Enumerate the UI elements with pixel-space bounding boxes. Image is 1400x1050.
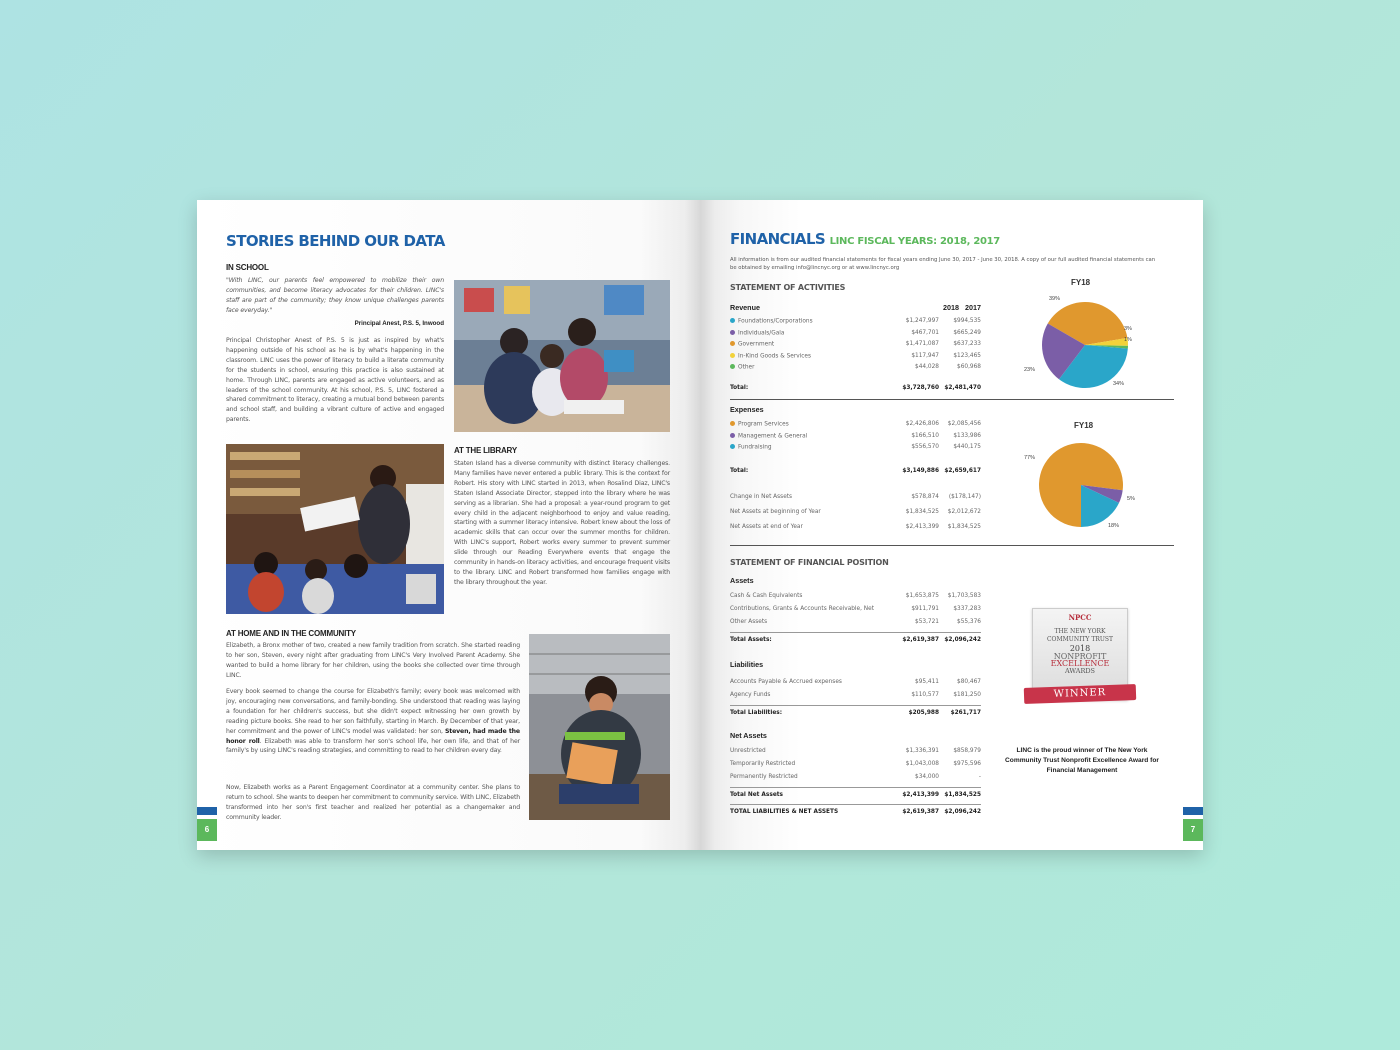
value-2017: $2,481,470 bbox=[944, 385, 981, 391]
value-2017: $2,096,242 bbox=[944, 637, 981, 643]
expenses-pie-chart bbox=[1037, 441, 1125, 529]
row-label: Total Net Assets bbox=[730, 792, 783, 798]
row-label: Program Services bbox=[730, 421, 789, 428]
legend-dot-icon bbox=[730, 341, 735, 346]
value-2017: $181,250 bbox=[953, 691, 981, 698]
value-2017: $60,968 bbox=[957, 364, 981, 371]
divider bbox=[730, 399, 1174, 400]
value-2018: $110,577 bbox=[911, 691, 939, 698]
expenses-label: Expenses bbox=[730, 405, 764, 414]
brochure-spread bbox=[197, 200, 1203, 850]
npcc-logo: NPCC bbox=[1068, 613, 1092, 622]
row-label: Contributions, Grants & Accounts Receivable, Net bbox=[730, 605, 874, 612]
value-2018: $95,411 bbox=[915, 679, 939, 685]
library-body: Staten Island has a diverse community with distinct literacy challenges. Many families have never entered a public library. This is the context for Robert. His story with LINC started in 2013, when Rosalind Diaz, LINC's Staten Island Associate Director, stepped into the library where he was serving as a librarian. She had a proposal: a year-round program to get every child in the adjacent neighborhood to enjoy and value reading, starting with a summer literacy intensive. Robert knew about the loss of academic skills that can occur over the summer months for children. With LINC's support, Robert works every summer to prevent summer slide through our Reading Everywhere events that engage the community in hands-on literacy activities, and encourage frequent visits to the library. LINC and Robert transformed how families engage with the library throughout the year. bbox=[454, 460, 670, 586]
value-2017: $637,233 bbox=[953, 341, 981, 348]
row-label: Change in Net Assets bbox=[730, 494, 793, 500]
row-label: Individuals/Gala bbox=[730, 330, 784, 337]
legend-dot-icon bbox=[730, 421, 735, 426]
value-2018: $2,619,387 bbox=[902, 637, 939, 643]
position-heading: STATEMENT OF FINANCIAL POSITION bbox=[730, 558, 889, 567]
value-2018: $556,570 bbox=[911, 444, 939, 451]
row-label: Unrestricted bbox=[730, 748, 766, 754]
community-paragraph-2-end: . Elizabeth was able to transform her son's school life, her own life, and that of her family's by using LINC's reading strategies, and committing to read to her children every day. bbox=[226, 737, 520, 755]
assets-total-row bbox=[730, 637, 981, 645]
legend-dot-icon bbox=[730, 353, 735, 358]
value-2018: $2,426,806 bbox=[905, 421, 939, 427]
page-number-right: 7 bbox=[1183, 819, 1203, 841]
value-2018: $2,619,387 bbox=[902, 809, 939, 815]
row-label: Fundraising bbox=[730, 444, 772, 451]
value-2018: $578,874 bbox=[911, 494, 939, 500]
value-2017: - bbox=[978, 773, 981, 780]
value-2017: $858,979 bbox=[953, 748, 981, 754]
classroom-photo bbox=[454, 280, 670, 432]
pie2-label-orange: 77% bbox=[1024, 455, 1036, 461]
row-label: Foundations/Corporations bbox=[730, 318, 813, 325]
award-line-2: COMMUNITY TRUST bbox=[1046, 635, 1114, 643]
value-2018: $44,028 bbox=[915, 364, 939, 371]
value-2018: $1,247,997 bbox=[905, 318, 939, 324]
total-divider bbox=[730, 787, 981, 788]
value-2018: $911,791 bbox=[911, 605, 939, 612]
revenue-row bbox=[730, 330, 981, 338]
row-label: Temporarily Restricted bbox=[730, 760, 796, 767]
value-2017: $261,717 bbox=[950, 710, 981, 716]
revenue-row bbox=[730, 318, 981, 326]
grand-total-row bbox=[730, 809, 981, 817]
financials-note: All information is from our audited financial statements for fiscal years ending June 30, 2017 - June 30, 2018. A copy of our full audited financial statements can be obtained by emailing info@lincnyc.org or at www.lincnyc.org bbox=[730, 257, 1156, 271]
right-page bbox=[700, 200, 1203, 850]
total-divider bbox=[730, 705, 981, 706]
expense-row bbox=[730, 421, 981, 429]
library-photo bbox=[226, 444, 444, 614]
page-marker-bar bbox=[197, 807, 217, 815]
financials-subtitle: LINC FISCAL YEARS: 2018, 2017 bbox=[829, 236, 1000, 247]
value-2018: $166,510 bbox=[911, 432, 939, 439]
value-2017: $1,703,583 bbox=[947, 593, 981, 599]
asset-row bbox=[730, 619, 981, 627]
pie1-label-blue: 34% bbox=[1113, 381, 1125, 387]
expense-total-row bbox=[730, 468, 981, 476]
award-line-4: EXCELLENCE bbox=[1050, 659, 1110, 668]
revenue-pie-chart bbox=[1040, 300, 1130, 390]
library-heading: AT THE LIBRARY bbox=[454, 446, 517, 455]
col-2017: 2017 bbox=[965, 303, 981, 312]
row-label: Total Liabilities: bbox=[730, 710, 783, 716]
honor-roll-highlight: Steven, had made the honor roll bbox=[226, 727, 520, 745]
net-assets-row bbox=[730, 509, 981, 517]
winner-ribbon: WINNER bbox=[1024, 684, 1136, 704]
boy-reading-photo bbox=[529, 634, 670, 820]
left-page bbox=[197, 200, 700, 850]
value-2018: $205,988 bbox=[908, 710, 939, 716]
value-2018: $1,336,391 bbox=[905, 748, 939, 754]
value-2017: $2,085,456 bbox=[947, 421, 981, 427]
value-2017: $80,467 bbox=[957, 679, 981, 685]
net-assets-total-row bbox=[730, 792, 981, 800]
value-2017: $440,175 bbox=[953, 444, 981, 451]
community-paragraph-2 bbox=[226, 687, 520, 756]
financials-header bbox=[730, 230, 1000, 249]
value-2018: $3,149,886 bbox=[902, 468, 939, 474]
value-2017: $55,376 bbox=[957, 618, 981, 625]
row-label: Net Assets at beginning of Year bbox=[730, 509, 821, 515]
pie1-label-orange: 39% bbox=[1049, 296, 1061, 302]
value-2017: $2,659,617 bbox=[944, 468, 981, 474]
net-assets-row bbox=[730, 524, 981, 532]
revenue-row bbox=[730, 341, 981, 349]
award-text-block bbox=[1033, 628, 1127, 675]
financials-title: FINANCIALS bbox=[730, 230, 826, 248]
legend-dot-icon bbox=[730, 364, 735, 369]
liability-row bbox=[730, 679, 981, 687]
value-2017: $975,596 bbox=[953, 760, 981, 767]
revenue-row bbox=[730, 353, 981, 361]
pie2-label-blue: 18% bbox=[1108, 523, 1120, 529]
pie1-label-purple: 23% bbox=[1024, 367, 1036, 373]
row-label: In-Kind Goods & Services bbox=[730, 353, 811, 360]
value-2018: $1,043,008 bbox=[905, 760, 939, 767]
asset-row bbox=[730, 606, 981, 614]
community-paragraph-2-start: Every book seemed to change the course for Elizabeth's family; every book was welcomed with joy, encouraging new conversations, and family-bonding. She understood that reading was laying a foundation for her children's success, but she didn't expect witnessing her own growth by reading picture books. She read to her son faithfully, starting in March. By December of that year, her commitment and the power of LINC's model was validated: her son, bbox=[226, 688, 520, 735]
chart-2-title: FY18 bbox=[1074, 421, 1094, 430]
expense-row bbox=[730, 433, 981, 441]
award-year: 2018 bbox=[1069, 644, 1091, 653]
revenue-row bbox=[730, 364, 981, 372]
liabilities-label: Liabilities bbox=[730, 660, 764, 669]
value-2018: $34,000 bbox=[915, 773, 939, 780]
page-number-left: 6 bbox=[197, 819, 217, 841]
row-label: Government bbox=[730, 341, 774, 348]
value-2018: $2,413,399 bbox=[905, 524, 939, 530]
net-assets-row bbox=[730, 494, 981, 502]
value-2018: $117,947 bbox=[911, 352, 939, 359]
col-2018: 2018 bbox=[943, 303, 959, 312]
value-2017: $1,834,525 bbox=[944, 792, 981, 798]
value-2018: $1,653,875 bbox=[905, 593, 939, 599]
value-2018: $2,413,399 bbox=[902, 792, 939, 798]
liability-row bbox=[730, 692, 981, 700]
row-label: TOTAL LIABILITIES & NET ASSETS bbox=[730, 809, 839, 815]
revenue-label: Revenue bbox=[730, 303, 760, 312]
value-2017: $133,986 bbox=[953, 432, 981, 439]
assets-label: Assets bbox=[730, 576, 754, 585]
activities-heading: STATEMENT OF ACTIVITIES bbox=[730, 283, 846, 292]
value-2018: $1,834,525 bbox=[905, 509, 939, 515]
value-2018: $53,721 bbox=[915, 618, 939, 625]
value-2017: $337,283 bbox=[953, 605, 981, 612]
in-school-heading: IN SCHOOL bbox=[226, 263, 269, 272]
pie1-label-green: 1% bbox=[1124, 337, 1132, 343]
legend-dot-icon bbox=[730, 433, 735, 438]
value-2018: $467,701 bbox=[911, 329, 939, 336]
award-line-3: NONPROFIT bbox=[1053, 651, 1107, 661]
value-2017: $2,012,672 bbox=[947, 509, 981, 515]
net-asset-row bbox=[730, 748, 981, 756]
net-asset-row bbox=[730, 774, 981, 782]
value-2017: ($178,147) bbox=[948, 494, 981, 500]
divider bbox=[730, 545, 1174, 546]
pie1-label-yellow: 3% bbox=[1124, 326, 1132, 332]
total-divider bbox=[730, 804, 981, 805]
award-line-5: AWARDS bbox=[1064, 666, 1096, 675]
book-gutter bbox=[685, 200, 715, 850]
expense-row bbox=[730, 444, 981, 452]
legend-dot-icon bbox=[730, 318, 735, 323]
row-label: Other Assets bbox=[730, 618, 768, 625]
in-school-quote: "With LINC, our parents feel empowered to mobilize their own communities, and become literacy advocates for their children. LINC's staff are part of the community; they know unique challenges parents face everyday." bbox=[226, 277, 444, 314]
row-label: Total Assets: bbox=[730, 637, 772, 643]
row-label: Other bbox=[730, 364, 754, 371]
value-2018: $3,728,760 bbox=[902, 385, 939, 391]
value-2018: $1,471,087 bbox=[905, 341, 939, 348]
liabilities-total-row bbox=[730, 710, 981, 718]
in-school-body: Principal Christopher Anest of P.S. 5 is just as inspired by what's happening outside of his school as he is by what's happening in the classroom. LINC uses the power of literacy to build a literate community for the students in school, ensuring this practice is also sustained at home. Through LINC, parents are engaged as active volunteers, and as leaders of the school community. At his school, P.S. 5, LINC fostered a shared commitment to literacy, creating a mutual bond between parents and school staff, and building a vibrant culture of active and engaged parents. bbox=[226, 337, 444, 424]
value-2017: $2,096,242 bbox=[944, 809, 981, 815]
chart-1-title: FY18 bbox=[1071, 278, 1091, 287]
asset-row bbox=[730, 593, 981, 601]
legend-dot-icon bbox=[730, 444, 735, 449]
pie2-label-purple: 5% bbox=[1127, 496, 1135, 502]
community-paragraph-1: Elizabeth, a Bronx mother of two, created a new family tradition from scratch. She started reading to her son, Steven, every night after graduating from LINC's Very Involved Parent Academy. She wanted to build a home library for her children, using the books she collected over time through LINC. bbox=[226, 642, 520, 679]
community-heading: AT HOME AND IN THE COMMUNITY bbox=[226, 629, 356, 638]
row-label: Total: bbox=[730, 385, 749, 391]
value-2017: $123,465 bbox=[953, 352, 981, 359]
row-label: Management & General bbox=[730, 433, 807, 440]
net-asset-row bbox=[730, 761, 981, 769]
page-title: STORIES BEHIND OUR DATA bbox=[226, 232, 445, 250]
award-caption: LINC is the proud winner of The New York Community Trust Nonprofit Excellence Award for Financial Management bbox=[1005, 747, 1159, 774]
row-label: Agency Funds bbox=[730, 691, 771, 698]
quote-attribution: Principal Anest, P.S. 5, Inwood bbox=[354, 320, 444, 327]
net-assets-label: Net Assets bbox=[730, 731, 767, 740]
total-divider bbox=[730, 632, 981, 633]
value-2017: $1,834,525 bbox=[947, 524, 981, 530]
row-label: Total: bbox=[730, 468, 749, 474]
row-label: Cash & Cash Equivalents bbox=[730, 593, 803, 599]
award-line-1: THE NEW YORK bbox=[1054, 628, 1106, 635]
award-badge bbox=[1022, 608, 1138, 733]
value-2017: $665,249 bbox=[953, 329, 981, 336]
row-label: Permanently Restricted bbox=[730, 773, 798, 780]
revenue-total-row bbox=[730, 385, 981, 393]
legend-dot-icon bbox=[730, 330, 735, 335]
value-2017: $994,535 bbox=[953, 318, 981, 324]
row-label: Accounts Payable & Accrued expenses bbox=[730, 679, 842, 685]
page-marker-bar bbox=[1183, 807, 1203, 815]
community-paragraph-3: Now, Elizabeth works as a Parent Engagement Coordinator at a community center. She plans to return to school. She wants to deepen her commitment to community service. With LINC, Elizabeth transformed into her son's first teacher and realized her potential as a changemaker and community leader. bbox=[226, 784, 520, 821]
row-label: Net Assets at end of Year bbox=[730, 524, 803, 530]
